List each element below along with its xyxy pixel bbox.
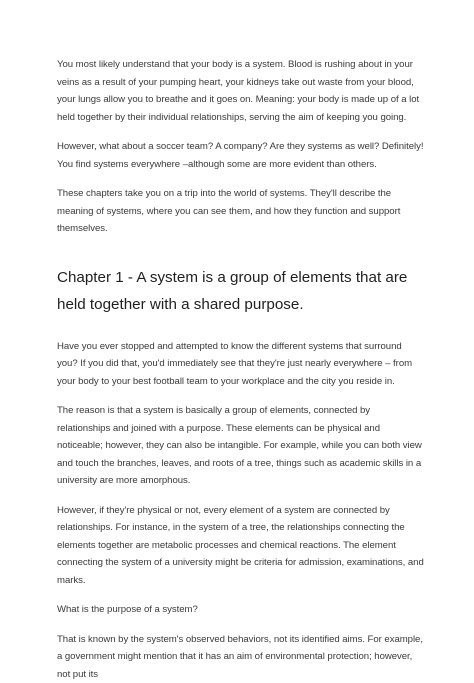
chapter-paragraph-3: However, if they're physical or not, every element of a system are connected by relationships. For instance, in the system of a tree, the relationships connecting the elements together are metabolic processes and chemical reactions. The element connecting the system of a university might be criteria for admission, examinations, and marks. bbox=[57, 502, 424, 590]
chapter-question: What is the purpose of a system? bbox=[57, 601, 424, 619]
chapter-heading: Chapter 1 - A system is a group of elements that are held together with a shared purpose. bbox=[57, 264, 424, 318]
intro-paragraph-1: You most likely understand that your body is a system. Blood is rushing about in your veins as a result of your pumping heart, your kidneys take out waste from your blood, your lungs allow you to breathe and it goes on. Meaning: your body is made up of a lot held together by their individual relationships, serving the aim of keeping you going. bbox=[57, 56, 424, 126]
intro-paragraph-3: These chapters take you on a trip into the world of systems. They'll describe the meaning of systems, where you can see them, and how they function and support themselves. bbox=[57, 185, 424, 238]
chapter-paragraph-1: Have you ever stopped and attempted to know the different systems that surround you? If you did that, you'd immediately see that they're just nearly everywhere – from your body to your best football team to your workplace and the city you reside in. bbox=[57, 338, 424, 391]
chapter-paragraph-2: The reason is that a system is basically a group of elements, connected by relationships and joined with a purpose. These elements can be physical and noticeable; however, they can also be intangible. For example, while you can both view and touch the branches, leaves, and roots of a tree, things such as academic skills in a university are more amorphous. bbox=[57, 402, 424, 490]
chapter-paragraph-5: That is known by the system's observed behaviors, not its identified aims. For example, a government might mention that it has an aim of environmental protection; however, not put its bbox=[57, 631, 424, 683]
intro-paragraph-2: However, what about a soccer team? A company? Are they systems as well? Definitely! You find systems everywhere –although some are more evident than others. bbox=[57, 138, 424, 173]
